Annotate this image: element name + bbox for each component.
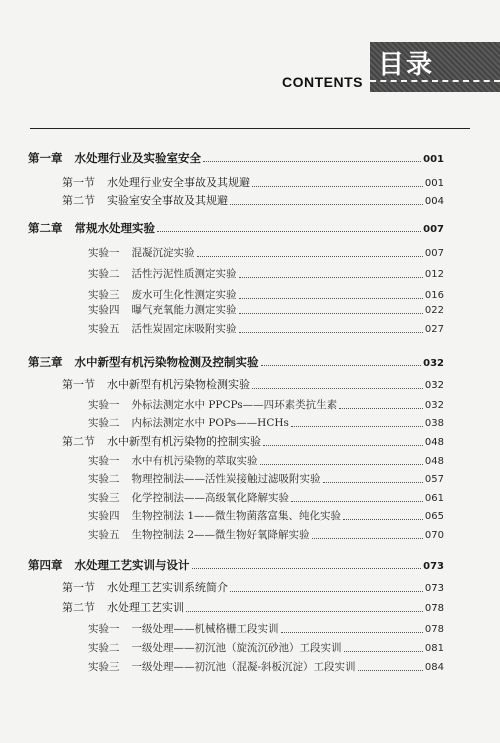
- toc-entry-page: 027: [424, 324, 444, 335]
- toc-entry[interactable]: [62, 377, 444, 393]
- toc-entry-number: 第一节: [62, 378, 95, 391]
- toc-entry-page: 073: [424, 583, 444, 594]
- toc-entry-title: 生物控制法 1——微生物菌落富集、纯化实验: [131, 510, 342, 522]
- toc-entry[interactable]: [62, 434, 444, 450]
- toc-entry[interactable]: [88, 415, 444, 431]
- toc-entry-title: 物理控制法——活性炭接触过滤吸附实验: [131, 473, 321, 485]
- toc-entry-number: 第二节: [62, 194, 95, 207]
- toc-entry-number: 实验四: [88, 510, 120, 522]
- toc-entry[interactable]: [88, 659, 444, 675]
- toc-entry-number: 实验五: [88, 529, 120, 541]
- toc-entry-leader: [339, 407, 423, 409]
- toc-entry-number: 第一节: [62, 176, 95, 189]
- toc-entry-page: 065: [424, 511, 444, 522]
- toc-entry[interactable]: [88, 321, 444, 337]
- toc-entry-leader: [252, 387, 423, 389]
- toc-entry-number: 第二节: [62, 435, 95, 448]
- toc-entry-leader: [239, 331, 423, 333]
- toc-entry-page: 032: [424, 380, 444, 391]
- toc-entry[interactable]: [28, 557, 444, 573]
- toc-entry-title: 混凝沉淀实验: [131, 247, 195, 259]
- toc-entry-leader: [344, 650, 423, 652]
- toc-entry-title: 活性污泥性质测定实验: [131, 268, 237, 280]
- toc-entry-number: 实验二: [88, 268, 120, 280]
- toc-entry-leader: [252, 185, 423, 187]
- toc-entry[interactable]: [88, 287, 444, 303]
- toc-entry[interactable]: [88, 453, 444, 469]
- toc-entry-leader: [239, 276, 423, 278]
- toc-entry-title: 一级处理——初沉池（混凝-斜板沉淀）工段实训: [131, 661, 356, 673]
- toc-entry-title: 水处理行业及实验室安全: [74, 151, 201, 165]
- toc-entry-leader: [260, 463, 423, 465]
- toc-entry[interactable]: [88, 397, 444, 413]
- toc-entry-number: 第一章: [28, 151, 63, 165]
- toc-entry-number: 第三章: [28, 355, 63, 369]
- toc-entry-page: 032: [423, 358, 444, 369]
- toc-entry-number: 实验一: [88, 247, 120, 259]
- toc-entry-page: 038: [424, 418, 444, 429]
- toc-entry[interactable]: [88, 245, 444, 261]
- toc-entry-page: 070: [424, 530, 444, 541]
- toc-entry-number: 实验一: [88, 455, 120, 467]
- toc-entry-leader: [281, 631, 423, 633]
- toc-entry-leader: [323, 481, 423, 483]
- toc-entry-number: 实验一: [88, 399, 120, 411]
- toc-entry-title: 水处理工艺实训系统简介: [107, 581, 228, 594]
- toc-entry-number: 实验二: [88, 642, 120, 654]
- toc-entry[interactable]: [88, 266, 444, 282]
- toc-entry-page: 078: [424, 603, 444, 614]
- toc-entry-leader: [186, 610, 423, 612]
- toc-entry-leader: [192, 567, 422, 569]
- toc-entry-page: 081: [424, 643, 444, 654]
- toc-entry-leader: [239, 297, 423, 299]
- toc-entry-title: 水处理行业安全事故及其规避: [107, 176, 250, 189]
- toc-entry-leader: [261, 364, 422, 366]
- toc-entry[interactable]: [62, 580, 444, 596]
- toc-entry[interactable]: [62, 175, 444, 191]
- toc-entry[interactable]: [88, 471, 444, 487]
- toc-entry[interactable]: [88, 508, 444, 524]
- toc-entry-page: 007: [423, 224, 444, 235]
- toc-entry-page: 061: [424, 493, 444, 504]
- toc-entry-title: 常规水处理实验: [74, 221, 155, 235]
- toc-entry-leader: [203, 160, 421, 162]
- toc-entry[interactable]: [88, 527, 444, 543]
- toc-entry-leader: [239, 312, 423, 314]
- toc-entry-title: 生物控制法 2——微生物好氧降解实验: [131, 529, 310, 541]
- toc-entry[interactable]: [62, 193, 444, 209]
- toc-entry-leader: [263, 444, 423, 446]
- toc-entry-page: 073: [423, 561, 444, 572]
- toc-entry-title: 水处理工艺实训: [107, 601, 184, 614]
- toc-entry[interactable]: [62, 600, 444, 616]
- toc-entry-title: 内标法测定水中 POPs——HCHs: [131, 417, 289, 429]
- toc-title-en: CONTENTS: [282, 74, 363, 90]
- toc-entry-page: 004: [424, 196, 444, 207]
- toc-entry-title: 一级处理——初沉池（旋流沉砂池）工段实训: [131, 642, 342, 654]
- toc-entry-page: 022: [424, 305, 444, 316]
- toc-entry-title: 水中有机污染物的萃取实验: [131, 455, 258, 467]
- toc-entry-page: 057: [424, 474, 444, 485]
- toc-entry-leader: [197, 255, 423, 257]
- toc-entry-title: 活性炭固定床吸附实验: [131, 323, 237, 335]
- toc-entry-leader: [312, 537, 423, 539]
- toc-entry-number: 第四章: [28, 558, 63, 572]
- toc-entry-number: 实验一: [88, 623, 120, 635]
- toc-entry-page: 001: [423, 154, 444, 165]
- toc-entry-number: 第二章: [28, 221, 63, 235]
- toc-entry-page: 078: [424, 624, 444, 635]
- header-dash-divider: [370, 80, 500, 82]
- toc-entry-page: 001: [424, 178, 444, 189]
- toc-entry-page: 084: [424, 662, 444, 673]
- header-rule: [30, 128, 470, 129]
- toc-entry[interactable]: [88, 490, 444, 506]
- toc-entry-title: 水处理工艺实训与设计: [74, 558, 190, 572]
- toc-entry-number: 实验三: [88, 289, 120, 301]
- toc-entry-title: 曝气充氧能力测定实验: [131, 304, 237, 316]
- toc-entry-page: 032: [424, 400, 444, 411]
- toc-entry-title: 水中新型有机污染物的控制实验: [107, 435, 261, 448]
- toc-title-cn: 目录: [378, 50, 435, 80]
- toc-entry-title: 一级处理——机械格栅工段实训: [131, 623, 279, 635]
- toc-entry-number: 实验二: [88, 473, 120, 485]
- toc-entry-title: 化学控制法——高级氧化降解实验: [131, 492, 289, 504]
- toc-entry-number: 实验三: [88, 661, 120, 673]
- toc-entry-leader: [230, 203, 423, 205]
- toc-entry-page: 048: [424, 437, 444, 448]
- toc-entry-page: 016: [424, 290, 444, 301]
- toc-entry-number: 第一节: [62, 581, 95, 594]
- toc-entry-title: 外标法测定水中 PPCPs——四环素类抗生素: [131, 399, 338, 411]
- toc-entry-page: 048: [424, 456, 444, 467]
- toc-entry[interactable]: [88, 640, 444, 656]
- toc-entry-leader: [343, 518, 423, 520]
- toc-entry[interactable]: [28, 220, 444, 236]
- toc-entry[interactable]: [28, 150, 444, 166]
- toc-entry[interactable]: [28, 354, 444, 370]
- toc-entry-leader: [291, 500, 423, 502]
- toc-entry-title: 废水可生化性测定实验: [131, 289, 237, 301]
- toc-entry-leader: [230, 590, 423, 592]
- toc-entry-leader: [358, 669, 423, 671]
- toc-entry-title: 水中新型有机污染物检测及控制实验: [74, 355, 259, 369]
- toc-entry-number: 实验三: [88, 492, 120, 504]
- toc-entry-page: 012: [424, 269, 444, 280]
- toc-entry-number: 实验四: [88, 304, 120, 316]
- toc-entry-title: 实验室安全事故及其规避: [107, 194, 228, 207]
- toc-entry-title: 水中新型有机污染物检测实验: [107, 378, 250, 391]
- toc-entry-number: 第二节: [62, 601, 95, 614]
- toc-entry[interactable]: [88, 621, 444, 637]
- toc-entry-leader: [291, 425, 423, 427]
- toc-entry-number: 实验五: [88, 323, 120, 335]
- toc-entry[interactable]: [88, 302, 444, 318]
- toc-entry-leader: [157, 230, 421, 232]
- toc-entry-number: 实验二: [88, 417, 120, 429]
- toc-entry-page: 007: [424, 248, 444, 259]
